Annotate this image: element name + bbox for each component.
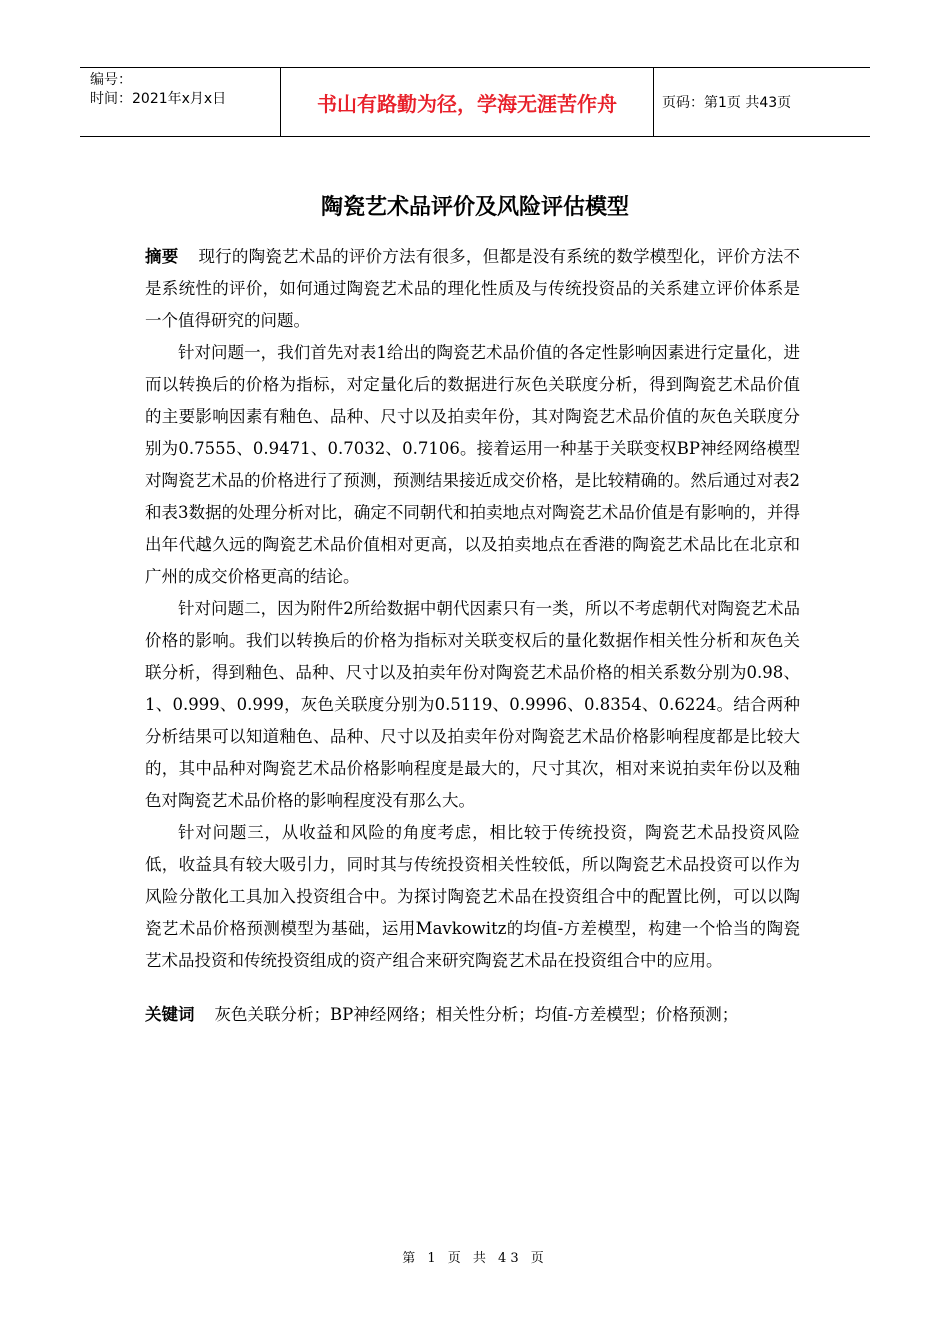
keywords-text: 灰色关联分析；BP神经网络；相关性分析；均值-方差模型；价格预测； (214, 1005, 739, 1024)
page-header (80, 67, 870, 137)
keywords-label: 关键词 (145, 1005, 195, 1024)
header-meta (80, 68, 281, 136)
paragraph-problem-3: 针对问题三，从收益和风险的角度考虑，相比较于传统投资，陶瓷艺术品投资风险低，收益具有较大吸引力，同时其与传统投资相关性较低，所以陶瓷艺术品投资可以作为风险分散化工具加入投资组合中。为探讨陶瓷艺术品在投资组合中的配置比例，可以以陶瓷艺术品价格预测模型为基础，运用Mavkowitz的均值-方差模型，构建一个恰当的陶瓷艺术品投资和传统投资组成的资产组合来研究陶瓷艺术品在投资组合中的应用。 (145, 823, 800, 970)
document-body (145, 241, 800, 1031)
paragraph-problem-2: 针对问题二，因为附件2所给数据中朝代因素只有一类，所以不考虑朝代对陶瓷艺术品价格的影响。我们以转换后的价格为指标对关联变权后的量化数据作相关性分析和灰色关联分析，得到釉色、品种、尺寸以及拍卖年份对陶瓷艺术品价格的相关系数分别为0.98、1、0.999、0.999，灰色关联度分别为0.5119、0.9996、0.8354、0.6224。结合两种分析结果可以知道釉色、品种、尺寸以及拍卖年份对陶瓷艺术品价格影响程度都是比较大的，其中品种对陶瓷艺术品价格影响程度是最大的，尺寸其次，相对来说拍卖年份以及釉色对陶瓷艺术品价格的影响程度没有那么大。 (145, 599, 800, 810)
abstract-label: 摘要 (145, 247, 179, 266)
header-page-info: 页码：第1页 共43页 (662, 95, 792, 111)
header-motto: 书山有路勤为径，学海无涯苦作舟 (281, 68, 654, 136)
keywords-paragraph (145, 999, 800, 1031)
abstract-text: 现行的陶瓷艺术品的评价方法有很多，但都是没有系统的数学模型化，评价方法不是系统性的评价，如何通过陶瓷艺术品的理化性质及与传统投资品的关系建立评价体系是一个值得研究的问题。 (145, 247, 801, 330)
page-footer: 第 1 页 共 43 页 (402, 1251, 548, 1266)
document-title: 陶瓷艺术品评价及风险评估模型 (320, 195, 629, 220)
date-label: 时间：2021年x月x日 (90, 91, 227, 107)
code-label: 编号： (90, 72, 132, 88)
abstract-paragraph (145, 241, 800, 337)
paragraph-problem-1: 针对问题一，我们首先对表1给出的陶瓷艺术品价值的各定性影响因素进行定量化，进而以转换后的价格为指标，对定量化后的数据进行灰色关联度分析，得到陶瓷艺术品价值的主要影响因素有釉色、品种、尺寸以及拍卖年份，其对陶瓷艺术品价值的灰色关联度分别为0.7555、0.9471、0.7032、0.7106。接着运用一种基于关联变权BP神经网络模型对陶瓷艺术品的价格进行了预测，预测结果接近成交价格，是比较精确的。然后通过对表2和表3数据的处理分析对比，确定不同朝代和拍卖地点对陶瓷艺术品价值是有影响的，并得出年代越久远的陶瓷艺术品价值相对更高，以及拍卖地点在香港的陶瓷艺术品比在北京和广州的成交价格更高的结论。 (145, 343, 800, 586)
